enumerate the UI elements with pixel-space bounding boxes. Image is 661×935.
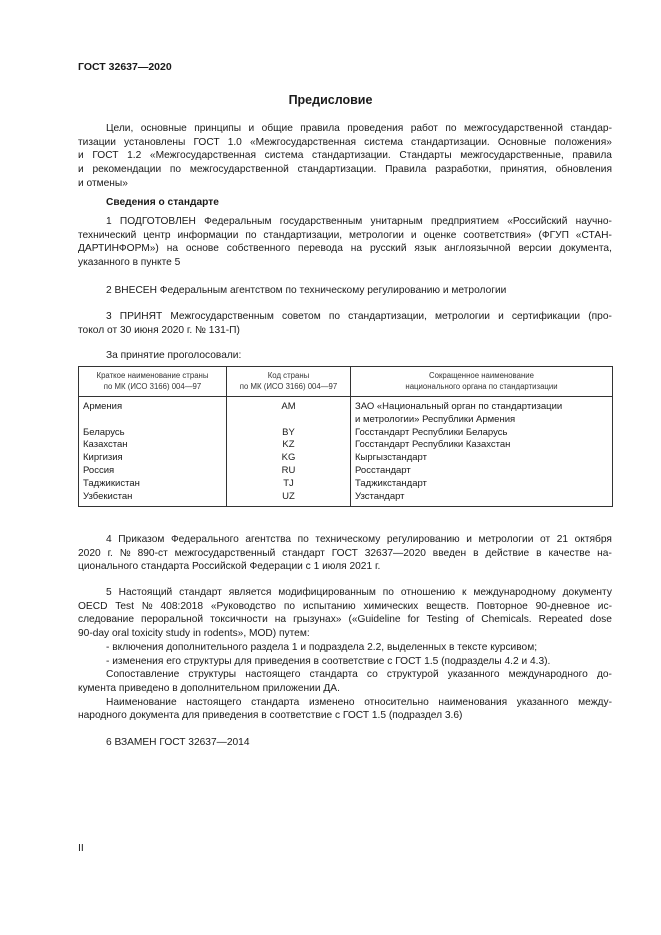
table-row bbox=[79, 478, 613, 491]
cell-code: UZ bbox=[227, 491, 351, 507]
text-line: 2 ВНЕСЕН Федеральным агентством по техническому регулированию и метрологии bbox=[106, 285, 507, 296]
text-line: 1 ПОДГОТОВЛЕН Федеральным государственным унитарным предприятием «Российский научно- bbox=[106, 216, 612, 227]
table-row bbox=[79, 465, 613, 478]
table-row bbox=[79, 452, 613, 465]
cell-country: Таджикистан bbox=[79, 478, 227, 491]
cell-country: Казахстан bbox=[79, 439, 227, 452]
section-title: Предисловие bbox=[288, 93, 373, 107]
cell-code: AM bbox=[227, 397, 351, 427]
text-line: 4 Приказом Федерального агентства по техническому регулированию и метрологии от 21 октября bbox=[106, 534, 612, 545]
bullet-item: - изменения его структуры для приведения в соответствие с ГОСТ 1.5 (подразделы 4.2 и 4.3). bbox=[106, 655, 551, 667]
column-header-organization: Сокращенное наименование национального органа по стандартизации bbox=[351, 367, 613, 397]
item-1-paragraph bbox=[78, 215, 612, 270]
text-line: 6 ВЗАМЕН ГОСТ 32637—2014 bbox=[106, 737, 250, 748]
text-line: следование пероральной токсичности на грызунах» («Guideline for Testing of Chemicals. Repeated dose bbox=[78, 614, 612, 626]
column-header-code: Код страны по МК (ИСО 3166) 004—97 bbox=[227, 367, 351, 397]
item-2-paragraph bbox=[78, 284, 612, 298]
cell-country: Беларусь bbox=[79, 427, 227, 440]
text-line: и ГОСТ 1.2 «Межгосударственная система стандартизации. Стандарты межгосударственные, правила bbox=[78, 150, 612, 162]
page-number: II bbox=[78, 842, 84, 854]
cell-code: RU bbox=[227, 465, 351, 478]
table-row bbox=[79, 439, 613, 452]
cell-country: Киргизия bbox=[79, 452, 227, 465]
cell-code: TJ bbox=[227, 478, 351, 491]
text-line: технический центр информации по стандартизации, метрологии и оценке соответствия» (ФГУП «СТАН- bbox=[78, 229, 612, 241]
text-line: 2020 г. № 890-ст межгосударственный стандарт ГОСТ 32637—2020 введен в действие в качестве на- bbox=[78, 547, 612, 559]
intro-paragraph bbox=[78, 122, 612, 191]
text-line: указанного в пункте 5 bbox=[78, 257, 181, 269]
cell-organization: Узстандарт bbox=[351, 491, 613, 507]
cell-country: Армения bbox=[79, 397, 227, 427]
text-line: кумента приведено в дополнительном приложении ДА. bbox=[78, 682, 340, 694]
cell-code: KG bbox=[227, 452, 351, 465]
text-line: и отмены» bbox=[78, 177, 128, 189]
text-line: Сопоставление структуры настоящего стандарта со структурой указанного международного до- bbox=[106, 669, 612, 681]
cell-country: Узбекистан bbox=[79, 491, 227, 507]
text-line: токол от 30 июня 2020 г. № 131-П) bbox=[78, 324, 240, 336]
voted-caption: За принятие проголосовали: bbox=[106, 350, 242, 361]
cell-organization: Госстандарт Республики Казахстан bbox=[351, 439, 613, 452]
voting-countries-table bbox=[78, 366, 613, 507]
table-row bbox=[79, 427, 613, 440]
text-line: ционального стандарта Российской Федерации с 1 июля 2021 г. bbox=[78, 561, 381, 573]
cell-organization: Росстандарт bbox=[351, 465, 613, 478]
bullet-item: - включения дополнительного раздела 1 и подраздела 2.2, выделенных в тексте курсивом; bbox=[106, 641, 538, 653]
text-line: 3 ПРИНЯТ Межгосударственным советом по стандартизации, метрологии и сертификации (про- bbox=[106, 311, 612, 322]
table-row bbox=[79, 397, 613, 427]
cell-code: KZ bbox=[227, 439, 351, 452]
standard-header: ГОСТ 32637—2020 bbox=[78, 61, 172, 73]
cell-organization: Кыргызстандарт bbox=[351, 452, 613, 465]
item-3-paragraph bbox=[78, 310, 612, 337]
item-5-paragraph bbox=[78, 586, 612, 723]
cell-organization: ЗАО «Национальный орган по стандартизации и метрологии» Республики Армения bbox=[351, 397, 613, 427]
cell-organization: Таджикстандарт bbox=[351, 478, 613, 491]
cell-country: Россия bbox=[79, 465, 227, 478]
cell-code: BY bbox=[227, 427, 351, 440]
text-line: народного документа для приведения в соответствие с ГОСТ 1.5 (подраздел 3.6) bbox=[78, 710, 463, 722]
text-line: 5 Настоящий стандарт является модифицированным по отношению к международному документу bbox=[106, 587, 612, 598]
subsection-title: Сведения о стандарте bbox=[106, 197, 219, 208]
text-line: и рекомендации по межгосударственной стандартизации. Правила разработки, принятия, обновления bbox=[78, 164, 612, 176]
text-line: OECD Test № 408:2018 «Руководство по испытанию химических веществ. Повторное 90-дневное ис- bbox=[78, 600, 612, 612]
cell-organization: Госстандарт Республики Беларусь bbox=[351, 427, 613, 440]
text-line: Цели, основные принципы и общие правила проведения работ по межгосударственной стандар- bbox=[106, 123, 612, 134]
text-line: тизации установлены ГОСТ 1.0 «Межгосударственная система стандартизации. Основные положения» bbox=[78, 136, 612, 148]
column-header-country: Краткое наименование страны по МК (ИСО 3166) 004—97 bbox=[79, 367, 227, 397]
text-line: 90-day oral toxicity study in rodents», MOD) путем: bbox=[78, 628, 310, 640]
table-header-row bbox=[79, 367, 613, 397]
text-line: Наименование настоящего стандарта изменено относительно наименования указанного между- bbox=[106, 696, 612, 708]
item-6-paragraph bbox=[78, 736, 612, 750]
table-row bbox=[79, 491, 613, 507]
item-4-paragraph bbox=[78, 533, 612, 574]
text-line: ДАРТИНФОРМ») на основе собственного перевода на русский язык англоязычной версии документа, bbox=[78, 243, 612, 255]
